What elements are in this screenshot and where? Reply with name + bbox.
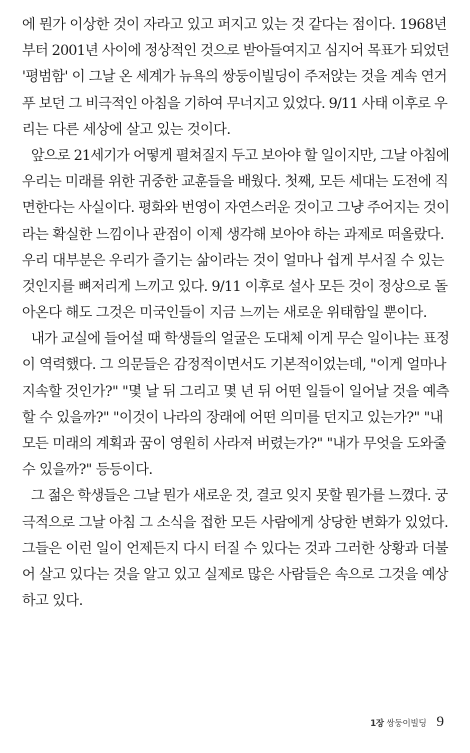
page-footer [370,714,444,731]
text-line: 어 살고 있다는 것을 알고 있고 실제로 많은 사람들은 속으로 그것을 예상 [22,566,449,583]
text-line: 면한다는 사실이다. 평화와 번영이 자연스러운 것이고 그냥 주어지는 것이 [22,200,450,217]
text-line: '평범함' 이 그날 온 세계가 뉴욕의 쌍둥이빌딩이 주저앉는 것을 계속 연거 [22,69,447,86]
text-line: 모든 미래의 계획과 꿈이 영원히 사라져 버렸는가?" "내가 무엇을 도와줄 [22,436,447,452]
text-line: 지속할 것인가?" "몇 날 뒤 그리고 몇 년 뒤 어떤 일들이 일어날 것을 예측 [22,383,450,400]
paragraph-start-line: 그 젊은 학생들은 그날 뭔가 새로운 것, 결코 잊지 못할 뭔가를 느꼈다. 궁 [31,488,448,505]
chapter-number: 1장 [370,719,384,729]
paragraph-start-line: 앞으로 21세기가 어떻게 펼쳐질지 두고 보아야 할 일이지만, 그날 아침에 [31,147,449,164]
text-line: 우리는 미래를 위한 귀중한 교훈들을 배웠다. 첫째, 모든 세대는 도전에 직 [22,174,449,191]
text-line: 우리 대부분은 우리가 즐기는 삶이라는 것이 얼마나 쉽게 부서질 수 있는 [22,252,445,269]
text-line: 에 뭔가 이상한 것이 자라고 있고 퍼지고 있는 것 같다는 점이다. 1968년 [22,17,447,33]
text-line: 리는 다른 세상에 살고 있는 것이다. [22,121,231,138]
text-line: 이 역력했다. 그 의문들은 감정적이면서도 기본적이었는데, "이게 얼마나 [22,357,447,374]
text-line: 수 있을까?" 등등이다. [22,462,153,479]
text-line: 할 수 있을까?" "이것이 나라의 장래에 어떤 의미를 던지고 있는가?" "내 [22,409,443,426]
page-number: 9 [436,714,444,730]
running-footer [370,717,426,729]
text-line: 것인지를 뼈저리게 느끼고 있다. 9/11 이후로 설사 모든 것이 정상으로 돌 [22,278,448,295]
text-line: 푸 보던 그 비극적인 아침을 기하여 무너지고 있었다. 9/11 사태 이후로 우 [22,95,448,112]
text-line: 하고 있다. [22,593,83,610]
chapter-title: 쌍둥이빌딩 [386,719,427,729]
text-line: 극적으로 그날 아침 그 소식을 접한 모든 사람에게 상당한 변화가 있었다. [22,514,449,531]
text-line: 아온다 해도 그것은 미국인들이 지금 느끼는 새로운 위태함일 뿐이다. [22,305,427,322]
page-body [22,12,450,614]
text-line: 그들은 이런 일이 언제든지 다시 터질 수 있다는 것과 그러한 상황과 더불 [22,540,449,557]
text-line: 부터 2001년 사이에 정상적인 것으로 받아들여지고 심지어 목표가 되었던 [22,43,449,60]
text-line: 라는 확실한 느낌이나 관점이 이제 생각해 보아야 하는 과제로 떠올랐다. [22,226,445,243]
paragraph-start-line: 내가 교실에 들어설 때 학생들의 얼굴은 도대체 이게 무슨 일이냐는 표정 [31,331,450,348]
